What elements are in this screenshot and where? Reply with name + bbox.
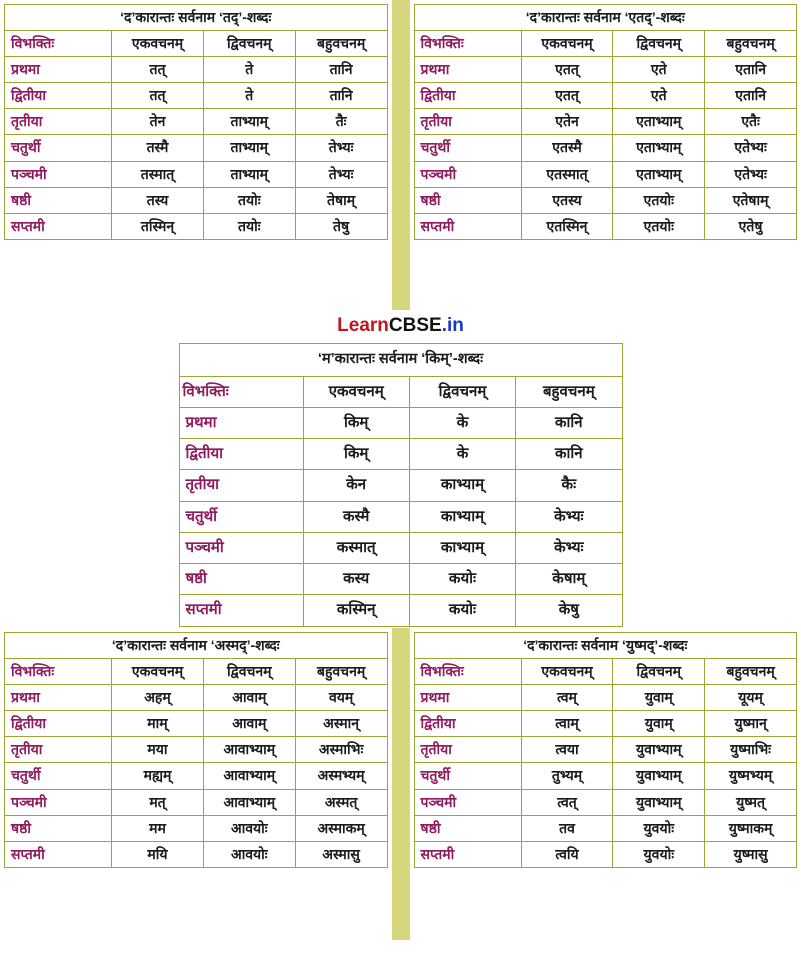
- cell-dvivachanam: के: [409, 407, 515, 438]
- case-label: प्रथमा: [179, 407, 303, 438]
- cell-bahuvachanam: एतानि: [705, 83, 797, 109]
- cell-ekavachanam: कस्मै: [303, 501, 409, 532]
- table-title: ‘म’कारान्तः सर्वनाम ‘किम्’-शब्दः: [179, 344, 622, 377]
- table-row: [5, 161, 388, 187]
- case-label: तृतीया: [5, 737, 112, 763]
- cell-ekavachanam: एतस्य: [521, 187, 613, 213]
- table-row: [179, 564, 622, 595]
- cell-dvivachanam: काभ्याम्: [409, 470, 515, 501]
- case-label: सप्तमी: [179, 595, 303, 626]
- case-label: पञ्चमी: [5, 789, 112, 815]
- cell-bahuvachanam: केषु: [516, 595, 622, 626]
- cell-bahuvachanam: वयम्: [295, 685, 387, 711]
- cell-bahuvachanam: यूयम्: [705, 685, 797, 711]
- cell-bahuvachanam: अस्माकम्: [295, 815, 387, 841]
- cell-dvivachanam: आवाभ्याम्: [203, 737, 295, 763]
- cell-dvivachanam: एताभ्याम्: [613, 135, 705, 161]
- column-header-bahuvachanam: बहुवचनम्: [295, 31, 387, 57]
- cell-dvivachanam: युवाम्: [613, 711, 705, 737]
- table-row: [5, 187, 388, 213]
- case-label: द्वितीया: [5, 711, 112, 737]
- cell-ekavachanam: त्वत्: [521, 789, 613, 815]
- case-label: चतुर्थी: [179, 501, 303, 532]
- cell-bahuvachanam: अस्मभ्यम्: [295, 763, 387, 789]
- cell-bahuvachanam: युष्मासु: [705, 841, 797, 867]
- cell-dvivachanam: एतयोः: [613, 213, 705, 239]
- cell-dvivachanam: युवाभ्याम्: [613, 763, 705, 789]
- cell-bahuvachanam: अस्माभिः: [295, 737, 387, 763]
- cell-ekavachanam: मत्: [112, 789, 204, 815]
- table-row: [5, 737, 388, 763]
- table-title-row: [179, 344, 622, 377]
- cell-dvivachanam: युवाभ्याम्: [613, 737, 705, 763]
- cell-dvivachanam: एते: [613, 83, 705, 109]
- cell-dvivachanam: आवाम्: [203, 711, 295, 737]
- declension-table-asmad: [4, 632, 388, 868]
- table-row: [414, 763, 797, 789]
- cell-ekavachanam: तस्य: [112, 187, 204, 213]
- cell-dvivachanam: कयोः: [409, 564, 515, 595]
- column-header-dvivachanam: द्विवचनम्: [613, 659, 705, 685]
- case-label: सप्तमी: [414, 841, 521, 867]
- table-row: [414, 57, 797, 83]
- case-label: द्वितीया: [5, 83, 112, 109]
- watermark-learncbse: [337, 310, 464, 343]
- column-header-dvivachanam: द्विवचनम्: [613, 31, 705, 57]
- cell-bahuvachanam: तैः: [295, 109, 387, 135]
- cell-bahuvachanam: एतानि: [705, 57, 797, 83]
- column-header-ekavachanam: एकवचनम्: [112, 31, 204, 57]
- table-row: [414, 109, 797, 135]
- table-header-row: [179, 376, 622, 407]
- table-title-row: [414, 633, 797, 659]
- case-label: प्रथमा: [414, 57, 521, 83]
- cell-bahuvachanam: तेभ्यः: [295, 135, 387, 161]
- cell-dvivachanam: आवाभ्याम्: [203, 789, 295, 815]
- cell-ekavachanam: त्वाम्: [521, 711, 613, 737]
- table-row: [5, 685, 388, 711]
- table-row: [414, 711, 797, 737]
- table-row: [179, 501, 622, 532]
- cell-dvivachanam: युवाम्: [613, 685, 705, 711]
- cell-ekavachanam: मयि: [112, 841, 204, 867]
- table-row: [414, 815, 797, 841]
- vertical-divider-bottom: [392, 628, 410, 940]
- cell-ekavachanam: अहम्: [112, 685, 204, 711]
- column-header-ekavachanam: एकवचनम्: [303, 376, 409, 407]
- table-title-row: [5, 5, 388, 31]
- case-label: षष्ठी: [179, 564, 303, 595]
- table-row: [5, 841, 388, 867]
- column-header-vibhakti: विभक्तिः: [414, 31, 521, 57]
- table-row: [5, 711, 388, 737]
- table-row: [5, 83, 388, 109]
- case-label: तृतीया: [5, 109, 112, 135]
- cell-dvivachanam: ताभ्याम्: [203, 161, 295, 187]
- declension-table-kim: [179, 343, 623, 627]
- table-row: [5, 789, 388, 815]
- cell-bahuvachanam: एतैः: [705, 109, 797, 135]
- table-row: [414, 841, 797, 867]
- declension-table-yushmad: [414, 632, 798, 868]
- cell-dvivachanam: एते: [613, 57, 705, 83]
- cell-ekavachanam: मम: [112, 815, 204, 841]
- cell-ekavachanam: एतेन: [521, 109, 613, 135]
- cell-ekavachanam: मह्यम्: [112, 763, 204, 789]
- column-header-vibhakti: विभक्तिः: [5, 31, 112, 57]
- cell-bahuvachanam: तेषु: [295, 213, 387, 239]
- cell-bahuvachanam: एतेभ्यः: [705, 135, 797, 161]
- column-header-vibhakti: विभक्तिः: [414, 659, 521, 685]
- cell-ekavachanam: एतस्मिन्: [521, 213, 613, 239]
- column-header-ekavachanam: एकवचनम्: [521, 31, 613, 57]
- cell-bahuvachanam: केषाम्: [516, 564, 622, 595]
- table-row: [179, 439, 622, 470]
- column-header-bahuvachanam: बहुवचनम्: [295, 659, 387, 685]
- table-row: [5, 135, 388, 161]
- cell-ekavachanam: तुभ्यम्: [521, 763, 613, 789]
- table-row: [414, 789, 797, 815]
- cell-bahuvachanam: तानि: [295, 57, 387, 83]
- table-title: ‘द’कारान्तः सर्वनाम ‘अस्मद्’-शब्दः: [5, 633, 388, 659]
- table-row: [179, 407, 622, 438]
- table-row: [414, 187, 797, 213]
- cell-dvivachanam: ताभ्याम्: [203, 109, 295, 135]
- vertical-divider-top: [392, 0, 410, 310]
- case-label: तृतीया: [414, 109, 521, 135]
- cell-bahuvachanam: अस्मत्: [295, 789, 387, 815]
- table-row: [414, 83, 797, 109]
- cell-dvivachanam: युवयोः: [613, 841, 705, 867]
- table-row: [179, 595, 622, 626]
- cell-dvivachanam: ते: [203, 83, 295, 109]
- case-label: षष्ठी: [414, 815, 521, 841]
- column-header-bahuvachanam: बहुवचनम्: [705, 659, 797, 685]
- tad-table-container: [0, 0, 392, 310]
- table-header-row: [414, 31, 797, 57]
- cell-bahuvachanam: कानि: [516, 439, 622, 470]
- case-label: द्वितीया: [414, 83, 521, 109]
- cell-dvivachanam: एताभ्याम्: [613, 161, 705, 187]
- kim-table-container: [179, 343, 623, 627]
- table-title: ‘द’कारान्तः सर्वनाम ‘तद्’-शब्दः: [5, 5, 388, 31]
- case-label: पञ्चमी: [414, 789, 521, 815]
- case-label: षष्ठी: [5, 815, 112, 841]
- case-label: पञ्चमी: [5, 161, 112, 187]
- cell-ekavachanam: कस्मात्: [303, 532, 409, 563]
- cell-dvivachanam: एताभ्याम्: [613, 109, 705, 135]
- cell-ekavachanam: तव: [521, 815, 613, 841]
- case-label: षष्ठी: [414, 187, 521, 213]
- cell-dvivachanam: आवयोः: [203, 841, 295, 867]
- case-label: सप्तमी: [5, 841, 112, 867]
- cell-ekavachanam: माम्: [112, 711, 204, 737]
- cell-ekavachanam: एतत्: [521, 57, 613, 83]
- table-row: [414, 161, 797, 187]
- table-title-row: [414, 5, 797, 31]
- cell-dvivachanam: आवाभ्याम्: [203, 763, 295, 789]
- cell-ekavachanam: किम्: [303, 407, 409, 438]
- cell-bahuvachanam: तेषाम्: [295, 187, 387, 213]
- column-header-vibhakti: विभक्तिः: [5, 659, 112, 685]
- cell-bahuvachanam: एतेभ्यः: [705, 161, 797, 187]
- column-header-ekavachanam: एकवचनम्: [521, 659, 613, 685]
- case-label: प्रथमा: [5, 685, 112, 711]
- cell-dvivachanam: तयोः: [203, 187, 295, 213]
- cell-ekavachanam: एतस्मात्: [521, 161, 613, 187]
- cell-bahuvachanam: युष्मत्: [705, 789, 797, 815]
- cell-bahuvachanam: कानि: [516, 407, 622, 438]
- cell-dvivachanam: युवाभ्याम्: [613, 789, 705, 815]
- cell-dvivachanam: ताभ्याम्: [203, 135, 295, 161]
- cell-dvivachanam: युवयोः: [613, 815, 705, 841]
- case-label: सप्तमी: [414, 213, 521, 239]
- middle-band: [0, 310, 801, 628]
- cell-ekavachanam: त्वम्: [521, 685, 613, 711]
- table-header-row: [5, 659, 388, 685]
- yushmad-table-container: [410, 628, 801, 940]
- cell-bahuvachanam: तानि: [295, 83, 387, 109]
- table-header-row: [414, 659, 797, 685]
- cell-ekavachanam: तस्मात्: [112, 161, 204, 187]
- cell-dvivachanam: तयोः: [203, 213, 295, 239]
- table-row: [5, 57, 388, 83]
- cell-ekavachanam: तेन: [112, 109, 204, 135]
- declension-table-etad: [414, 4, 798, 240]
- table-row: [414, 213, 797, 239]
- cell-bahuvachanam: युष्मान्: [705, 711, 797, 737]
- cell-dvivachanam: काभ्याम्: [409, 501, 515, 532]
- cell-bahuvachanam: अस्मासु: [295, 841, 387, 867]
- cell-dvivachanam: कयोः: [409, 595, 515, 626]
- case-label: चतुर्थी: [414, 763, 521, 789]
- cell-ekavachanam: त्वया: [521, 737, 613, 763]
- cell-bahuvachanam: अस्मान्: [295, 711, 387, 737]
- cell-ekavachanam: तस्मिन्: [112, 213, 204, 239]
- case-label: षष्ठी: [5, 187, 112, 213]
- case-label: द्वितीया: [179, 439, 303, 470]
- column-header-bahuvachanam: बहुवचनम्: [705, 31, 797, 57]
- cell-bahuvachanam: केभ्यः: [516, 532, 622, 563]
- cell-ekavachanam: एतस्मै: [521, 135, 613, 161]
- declension-table-tad: [4, 4, 388, 240]
- cell-ekavachanam: कस्य: [303, 564, 409, 595]
- table-row: [5, 815, 388, 841]
- table-row: [414, 685, 797, 711]
- table-row: [179, 470, 622, 501]
- case-label: चतुर्थी: [5, 135, 112, 161]
- cell-ekavachanam: तत्: [112, 57, 204, 83]
- cell-bahuvachanam: युष्मभ्यम्: [705, 763, 797, 789]
- watermark-part-learn: Learn: [337, 315, 389, 336]
- column-header-dvivachanam: द्विवचनम्: [203, 659, 295, 685]
- cell-dvivachanam: के: [409, 439, 515, 470]
- case-label: द्वितीया: [414, 711, 521, 737]
- table-row: [414, 737, 797, 763]
- column-header-bahuvachanam: बहुवचनम्: [516, 376, 622, 407]
- case-label: चतुर्थी: [414, 135, 521, 161]
- column-header-vibhakti: विभक्तिः: [179, 376, 303, 407]
- cell-dvivachanam: आवाम्: [203, 685, 295, 711]
- table-row: [5, 109, 388, 135]
- table-row: [414, 135, 797, 161]
- cell-bahuvachanam: केभ्यः: [516, 501, 622, 532]
- table-title: ‘द’कारान्तः सर्वनाम ‘एतद्’-शब्दः: [414, 5, 797, 31]
- cell-ekavachanam: एतत्: [521, 83, 613, 109]
- cell-ekavachanam: किम्: [303, 439, 409, 470]
- top-tables-band: [0, 0, 801, 310]
- case-label: तृतीया: [179, 470, 303, 501]
- case-label: पञ्चमी: [414, 161, 521, 187]
- cell-bahuvachanam: कैः: [516, 470, 622, 501]
- bottom-tables-band: [0, 628, 801, 940]
- cell-dvivachanam: आवयोः: [203, 815, 295, 841]
- case-label: प्रथमा: [5, 57, 112, 83]
- table-row: [179, 532, 622, 563]
- cell-ekavachanam: तत्: [112, 83, 204, 109]
- table-row: [5, 213, 388, 239]
- cell-ekavachanam: कस्मिन्: [303, 595, 409, 626]
- cell-bahuvachanam: युष्माकम्: [705, 815, 797, 841]
- cell-dvivachanam: एतयोः: [613, 187, 705, 213]
- table-title: ‘द’कारान्तः सर्वनाम ‘युष्मद्’-शब्दः: [414, 633, 797, 659]
- etad-table-container: [410, 0, 801, 310]
- cell-bahuvachanam: एतेषाम्: [705, 187, 797, 213]
- cell-dvivachanam: ते: [203, 57, 295, 83]
- table-title-row: [5, 633, 388, 659]
- asmad-table-container: [0, 628, 392, 940]
- cell-ekavachanam: तस्मै: [112, 135, 204, 161]
- case-label: प्रथमा: [414, 685, 521, 711]
- case-label: चतुर्थी: [5, 763, 112, 789]
- watermark-part-cbse: CBSE: [388, 315, 442, 336]
- watermark-part-in: .in: [441, 315, 464, 336]
- column-header-dvivachanam: द्विवचनम्: [203, 31, 295, 57]
- cell-bahuvachanam: तेभ्यः: [295, 161, 387, 187]
- table-header-row: [5, 31, 388, 57]
- cell-dvivachanam: काभ्याम्: [409, 532, 515, 563]
- column-header-dvivachanam: द्विवचनम्: [409, 376, 515, 407]
- cell-bahuvachanam: एतेषु: [705, 213, 797, 239]
- cell-ekavachanam: मया: [112, 737, 204, 763]
- cell-bahuvachanam: युष्माभिः: [705, 737, 797, 763]
- cell-ekavachanam: त्वयि: [521, 841, 613, 867]
- case-label: सप्तमी: [5, 213, 112, 239]
- table-row: [5, 763, 388, 789]
- case-label: तृतीया: [414, 737, 521, 763]
- column-header-ekavachanam: एकवचनम्: [112, 659, 204, 685]
- case-label: पञ्चमी: [179, 532, 303, 563]
- cell-ekavachanam: केन: [303, 470, 409, 501]
